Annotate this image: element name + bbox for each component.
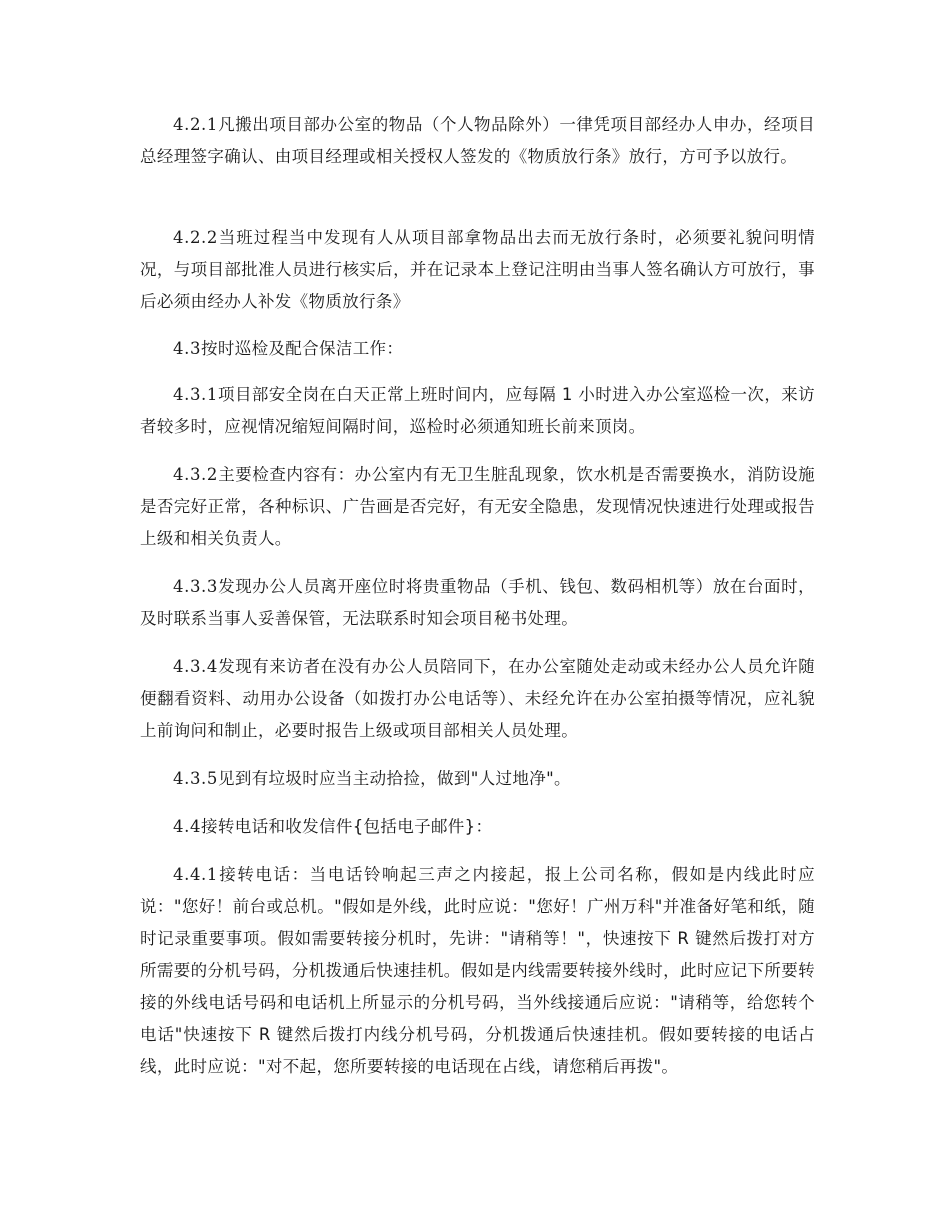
heading-4-4 [140, 811, 815, 843]
paragraph-4-4-1 [140, 859, 815, 1083]
section-number: 4.4.1 [173, 865, 218, 884]
section-number: 4.2.1 [173, 115, 218, 134]
paragraph-text: 当班过程当中发现有人从项目部拿物品出去而无放行条时，必须要礼貌问明情况，与项目部批准人员进行核实后，并在记录本上登记注明由当事人签名确认方可放行，事后必须由经办人补发《物质放行条》 [140, 228, 815, 311]
paragraph-4-3-5 [140, 763, 815, 795]
paragraph-text: 项目部安全岗在白天正常上班时间内，应每隔 1 小时进入办公室巡检一次，来访者较多时，应视情况缩短间隔时间，巡检时必须通知班长前来顶岗。 [140, 385, 815, 436]
paragraph-4-3-3 [140, 571, 815, 635]
paragraph-4-3-2 [140, 459, 815, 555]
paragraph-text: 按时巡检及配合保洁工作： [201, 339, 404, 358]
paragraph-text: 发现办公人员离开座位时将贵重物品（手机、钱包、数码相机等）放在台面时，及时联系当事人妥善保管，无法联系时知会项目秘书处理。 [140, 577, 815, 628]
paragraph-text: 发现有来访者在没有办公人员陪同下，在办公室随处走动或未经办公人员允许随便翻看资料、动用办公设备（如拨打办公电话等）、未经允许在办公室拍摄等情况，应礼貌上前询问和制止，必要时报告上级或项目部相关人员处理。 [140, 657, 815, 740]
section-number: 4.4 [173, 817, 202, 836]
section-number: 4.3 [173, 339, 202, 358]
heading-4-3 [140, 333, 815, 365]
section-number: 4.2.2 [173, 228, 218, 247]
section-number: 4.3.2 [173, 465, 218, 484]
paragraph-text: 接转电话：当电话铃响起三声之内接起，报上公司名称，假如是内线此时应说："您好！前台或总机。"假如是外线，此时应说："您好！广州万科"并准备好笔和纸，随时记录重要事项。假如需要转接分机时，先讲："请稍等！"，快速按下 R 键然后拨打对方所需要的分机号码，分机拨通后快速挂机。假如是内线需要转接外线时，此时应记下所要转接的外线电话号码和电话机上所显示的分机号码，当外线接通后应说："请稍等，给您转个电话"快速按下 R 键然后拨打内线分机号码，分机拨通后快速挂机。假如要转接的电话占线，此时应说："对不起，您所要转接的电话现在占线，请您稍后再拨"。 [140, 865, 815, 1076]
section-number: 4.3.3 [173, 577, 218, 596]
paragraph-4-3-4 [140, 651, 815, 747]
paragraph-text: 主要检查内容有：办公室内有无卫生脏乱现象，饮水机是否需要换水，消防设施是否完好正常，各种标识、广告画是否完好，有无安全隐患，发现情况快速进行处理或报告上级和相关负责人。 [140, 465, 815, 548]
section-number: 4.3.4 [173, 657, 218, 676]
paragraph-text: 接转电话和收发信件{包括电子邮件}： [201, 817, 493, 836]
section-number: 4.3.5 [173, 769, 218, 788]
paragraph-4-3-1 [140, 379, 815, 443]
paragraph-text: 凡搬出项目部办公室的物品（个人物品除外）一律凭项目部经办人申办，经项目总经理签字确认、由项目经理或相关授权人签发的《物质放行条》放行，方可予以放行。 [140, 115, 815, 166]
section-number: 4.3.1 [173, 385, 218, 404]
paragraph-4-2-2 [140, 222, 815, 318]
paragraph-text: 见到有垃圾时应当主动拾捡，做到"人过地净"。 [217, 769, 571, 788]
paragraph-4-2-1 [140, 109, 815, 173]
